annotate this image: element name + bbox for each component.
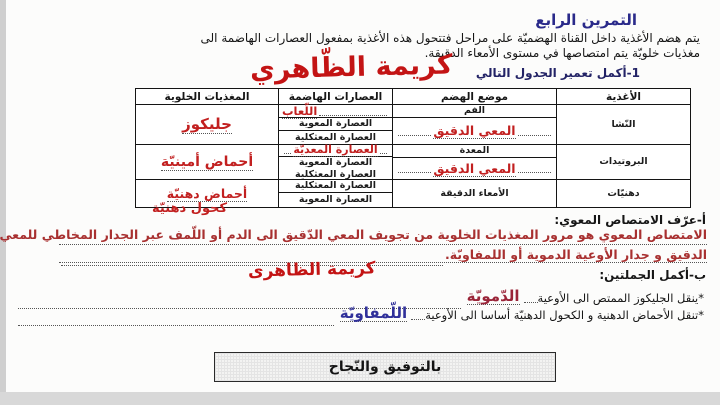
table-row-proteins <box>136 142 690 180</box>
teacher-stamp-top: كريمة الظّاهري <box>249 49 453 86</box>
header-foods: الأغذية <box>556 89 690 104</box>
page-edge-shadow-left <box>0 0 6 405</box>
site-mouth: الفم <box>393 105 556 118</box>
site-answer-proteins <box>393 158 556 179</box>
cell-food-lipids: دهنيّات <box>556 180 690 207</box>
good-luck-text: بالتوفيق والنّجاح <box>328 359 442 375</box>
juice-pancreatic: العصارة المعثكلية <box>295 131 376 143</box>
juice-intestinal: العصارة المعوية <box>298 156 373 168</box>
header-digestion-site: موضع الهضم <box>392 89 556 104</box>
digestion-table <box>135 88 691 208</box>
answer-blood-vessels: الدّمويّة <box>466 287 520 305</box>
cell-site-proteins <box>392 145 556 179</box>
juice-pancreatic: العصارة المعثكلية <box>295 168 376 180</box>
site-answer-starch <box>393 118 556 144</box>
cell-nutrient-starch <box>136 105 278 144</box>
juices-printed-proteins <box>279 157 392 181</box>
juice-answer-saliva-line <box>279 105 392 118</box>
sentence-2-text: *تنقل الأحماض الدهنية و الكحول الدهنيّة أساسا الى الأوعية <box>425 308 704 322</box>
header-cell-nutrients: المغذيات الخلوية <box>164 90 250 103</box>
fill-sentence-2 <box>16 305 704 322</box>
question-1-label: 1-أكمل تعمير الجدول التالي <box>475 66 640 80</box>
cell-nutrient-proteins <box>136 145 278 179</box>
fill-sentence-1 <box>16 288 704 305</box>
dotted-line <box>18 325 334 326</box>
dotted-line <box>319 115 387 116</box>
answer-lymph-vessels: اللّمفاويّة <box>339 304 408 322</box>
intro-line-1: يتم هضم الأغذية داخل القناة الهضميّة على مراحل فتتحول هذه الأغذية بمفعول العصارات الهاضمة الى <box>200 31 700 45</box>
juice-pancreatic: العصارة المعثكلية <box>279 180 392 193</box>
dotted-line <box>524 302 538 303</box>
cell-juices-starch <box>278 105 392 144</box>
table-header-row <box>136 89 690 105</box>
teacher-stamp-bottom: كريمة الظاهرى <box>247 258 376 282</box>
dotted-line <box>518 172 551 173</box>
page-edge-shadow-bottom <box>0 392 720 405</box>
dotted-line <box>398 135 431 136</box>
answer-gastric-juice: العصارة المعديّة <box>293 142 378 156</box>
juice-answer-gastric-line <box>279 144 392 157</box>
answer-fatty-alcohols: كحول دهنيّة <box>152 201 228 216</box>
dotted-line <box>411 319 425 320</box>
cell-food-proteins: البروتيدات <box>556 145 690 179</box>
answer-glucose: جليكوز <box>182 115 232 133</box>
cell-juices-proteins <box>278 142 392 180</box>
site-stomach: المعدة <box>393 145 556 158</box>
answer-saliva: اللّعاب <box>282 103 318 118</box>
dotted-line <box>398 172 431 173</box>
dotted-line <box>284 153 291 154</box>
juice-intestinal: العصارة المعوية <box>298 194 373 205</box>
answer-fatty-acids: أحماض دهنيّة <box>166 185 248 201</box>
intro-line-2: مغذيات خلويّة يتم امتصاصها في مستوى الأمعاء الدقيقة. <box>424 46 700 60</box>
dotted-line <box>380 153 387 154</box>
dotted-line <box>518 135 551 136</box>
good-luck-box <box>214 352 556 382</box>
exercise-title: التمرين الرابع <box>535 11 637 29</box>
answer-small-intestine: المعي الدقيق <box>433 160 516 176</box>
table-row-starch <box>136 105 690 145</box>
answer-small-intestine: المعي الدقيق <box>433 123 516 138</box>
juice-intestinal: العصارة المعوية <box>279 118 392 131</box>
cell-site-lipids: الأمعاء الدقيقة <box>392 180 556 207</box>
sentence-1-text: *ينقل الجليكوز الممتص الى الأوعية <box>537 291 704 305</box>
answer-amino-acids: أحماض أمينيّة <box>160 153 254 170</box>
cell-juices-lipids <box>278 180 392 207</box>
definition-answer-line-1: الامتصاص المعوي هو مرور المغذيات الخلوية من تجويف المعي الدّقيق الى الدم أو اللّمف عبر الجدار المخاطي للمعي <box>59 227 707 245</box>
definition-answer-line-2-text: الدقيق و جدار الأوعية الدموية أو اللمفاويّة. <box>445 247 707 262</box>
question-b-label: ب-أكمل الجملتين: <box>599 268 706 282</box>
cell-food-starch: النّشا <box>556 105 690 144</box>
cell-site-starch <box>392 105 556 144</box>
definition-answer-line-2 <box>59 245 707 263</box>
header-digestive-juices: العصارات الهاضمة <box>278 89 392 104</box>
question-a-label: أ-عرّف الامتصاص المعوي: <box>554 213 706 227</box>
